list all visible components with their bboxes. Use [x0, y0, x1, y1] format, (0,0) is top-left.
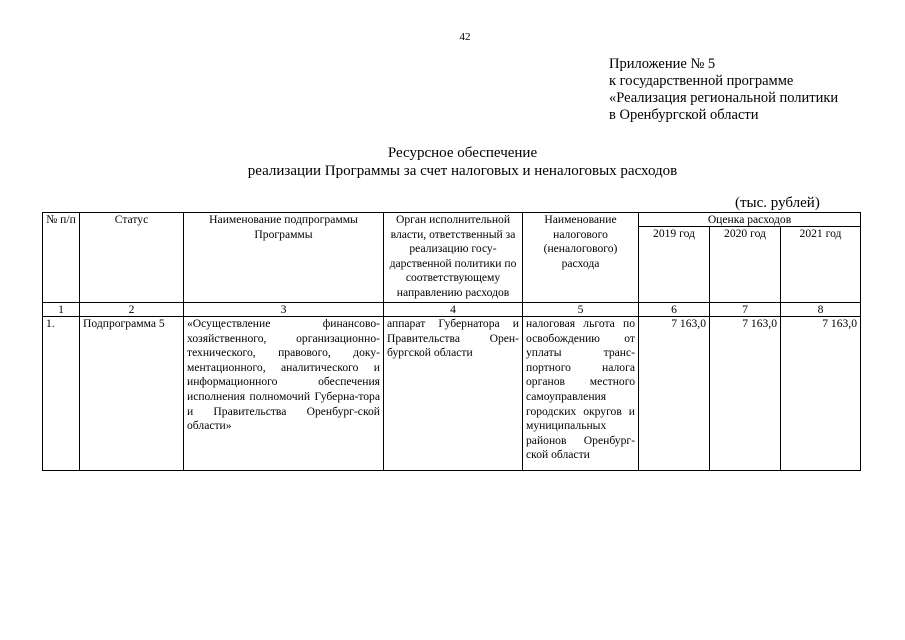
header-row — [43, 213, 861, 227]
appendix-line: в Оренбургской области — [609, 107, 759, 123]
appendix-line: к государственной программе — [609, 73, 794, 89]
resource-table — [42, 212, 861, 471]
cell-value-2021: 7 163,0 — [781, 317, 861, 471]
column-number-row — [43, 303, 861, 317]
title-line: реализации Программы за счет налоговых и неналоговых расходов — [247, 163, 678, 179]
cell-expense-name: налоговая льгота по освобождению от уплаты транс-портного налога органов местного самоуправления городских округов и муниципальных районов Оренбург-ской области — [523, 317, 639, 471]
column-number: 2 — [80, 303, 184, 317]
appendix-line: «Реализация региональной политики — [609, 90, 839, 106]
header-year-2021: 2021 год — [781, 227, 861, 303]
cell-value-2020: 7 163,0 — [710, 317, 781, 471]
cell-authority: аппарат Губернатора и Правительства Орен-бургской области — [384, 317, 523, 471]
table-row — [43, 317, 861, 471]
column-number: 1 — [43, 303, 80, 317]
page-number: 42 — [459, 31, 471, 43]
header-expense-name: Наименование налогового (неналогового) расхода — [523, 213, 639, 303]
cell-value-2019: 7 163,0 — [639, 317, 710, 471]
appendix-header — [609, 56, 899, 124]
cell-status: Подпрограмма 5 — [80, 317, 184, 471]
column-number: 8 — [781, 303, 861, 317]
column-number: 5 — [523, 303, 639, 317]
header-estimate: Оценка расходов — [639, 213, 861, 227]
header-year-2020: 2020 год — [710, 227, 781, 303]
column-number: 6 — [639, 303, 710, 317]
column-number: 7 — [710, 303, 781, 317]
cell-subprogram: «Осуществление финансово-хозяйственного, организационно-технического, правового, доку-ментационного, аналитического и информационного обеспечения исполнения полномочий Губерна-тора и Правительства Оренбург-ской области» — [184, 317, 384, 471]
title-line: Ресурсное обеспечение — [387, 145, 538, 161]
appendix-line: Приложение № 5 — [609, 56, 716, 72]
column-number: 4 — [384, 303, 523, 317]
units-note: (тыс. рублей) — [735, 195, 820, 211]
cell-num: 1. — [43, 317, 80, 471]
header-status: Статус — [80, 213, 184, 303]
header-authority: Орган исполнительной власти, ответственный за реализацию госу-дарственной политики по соответствующему направлению расходов — [384, 213, 523, 303]
header-subprogram: Наименование подпрограммы Программы — [184, 213, 384, 303]
column-number: 3 — [184, 303, 384, 317]
document-title — [150, 144, 775, 180]
header-num: № п/п — [43, 213, 80, 303]
header-year-2019: 2019 год — [639, 227, 710, 303]
